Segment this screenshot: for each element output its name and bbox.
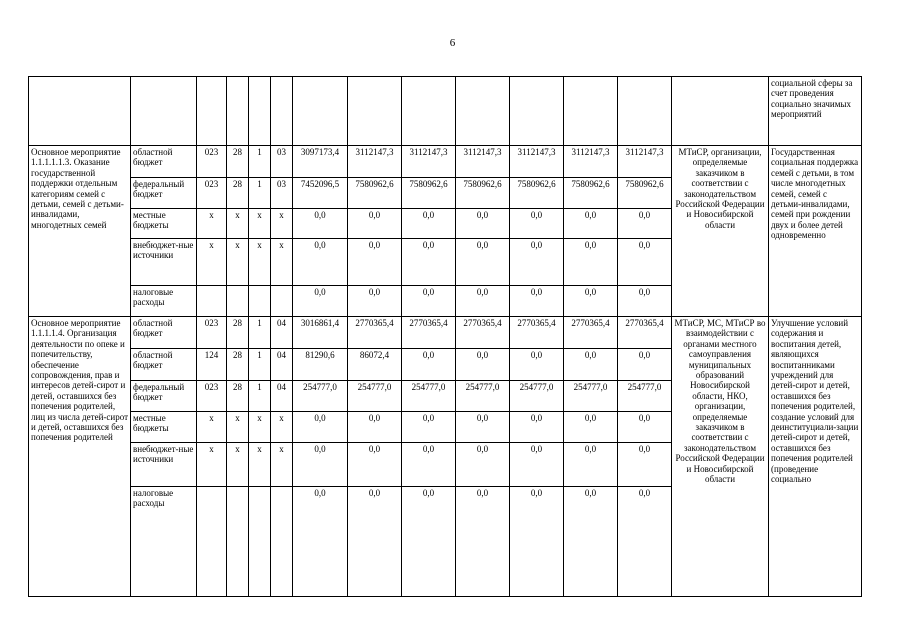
value-cell: 254777,0 [456,381,510,412]
value-cell: 0,0 [348,239,402,286]
value-cell: 7580962,6 [348,178,402,209]
code-cell [227,286,249,317]
value-cell: 0,0 [618,349,672,381]
value-cell: 0,0 [402,349,456,381]
value-cell: 0,0 [618,239,672,286]
value-cell: 0,0 [456,239,510,286]
value-cell: 7580962,6 [402,178,456,209]
value-cell: 0,0 [456,487,510,597]
value-cell: 0,0 [618,209,672,239]
code-cell: x [227,209,249,239]
page-number: 6 [449,37,456,49]
result-cell: Государственная социальная поддержка семей с детьми, в том числе многодетных семей, семей с детьми-инвалидами, семей при рождении двух и более детей одновременно [769,146,862,317]
empty-cell [131,77,197,146]
empty-cell [227,77,249,146]
value-cell: 0,0 [564,286,618,317]
source-cell: местные бюджеты [131,209,197,239]
value-cell: 0,0 [402,209,456,239]
code-cell: x [249,239,271,286]
value-cell: 0,0 [293,443,348,487]
code-cell: 04 [271,317,293,349]
value-cell: 254777,0 [510,381,564,412]
value-cell: 0,0 [293,412,348,443]
code-cell: x [271,209,293,239]
value-cell: 0,0 [618,412,672,443]
value-cell: 7580962,6 [564,178,618,209]
code-cell: 03 [271,178,293,209]
result-cell: Улучшение условий содержания и воспитания детей, являющихся воспитанниками учреждений для детей-сирот и детей, оставшихся без попечения родителей, создание условий для деинституциали-зации детей-сирот и детей, оставшихся без попечения родителей (проведение социально [769,317,862,597]
continuation-row [29,77,862,146]
code-cell: x [197,443,227,487]
table-row [29,146,862,178]
code-cell: 28 [227,178,249,209]
value-cell: 0,0 [348,209,402,239]
value-cell: 3112147,3 [618,146,672,178]
code-cell: 023 [197,178,227,209]
code-cell: 023 [197,146,227,178]
source-cell: внебюджет-ные источники [131,443,197,487]
value-cell: 0,0 [402,487,456,597]
value-cell: 0,0 [348,412,402,443]
empty-cell [197,77,227,146]
source-cell: местные бюджеты [131,412,197,443]
value-cell: 0,0 [402,443,456,487]
code-cell: x [249,209,271,239]
code-cell: 124 [197,349,227,381]
value-cell: 2770365,4 [564,317,618,349]
value-cell: 0,0 [293,286,348,317]
value-cell: 81290,6 [293,349,348,381]
code-cell: x [249,443,271,487]
value-cell: 2770365,4 [402,317,456,349]
source-cell: федеральный бюджет [131,381,197,412]
value-cell: 0,0 [564,239,618,286]
value-cell: 0,0 [564,349,618,381]
code-cell [227,487,249,597]
value-cell: 0,0 [564,443,618,487]
code-cell: 1 [249,381,271,412]
value-cell: 7580962,6 [456,178,510,209]
value-cell: 3112147,3 [456,146,510,178]
code-cell [271,487,293,597]
value-cell: 0,0 [618,443,672,487]
code-cell: 1 [249,146,271,178]
event-cell: Основное мероприятие 1.1.1.1.4. Организация деятельности по опеке и попечительству, обеспечение сопровождения, прав и интересов детей-сирот и детей, оставшихся без попечения родителей, лиц из числа детей-сирот и детей, оставшихся без попечения родителей [29,317,131,597]
value-cell: 254777,0 [348,381,402,412]
value-cell: 0,0 [293,487,348,597]
value-cell: 3112147,3 [402,146,456,178]
value-cell: 0,0 [510,209,564,239]
source-cell: федеральный бюджет [131,178,197,209]
value-cell: 0,0 [456,443,510,487]
code-cell: x [271,412,293,443]
code-cell: 28 [227,349,249,381]
value-cell: 254777,0 [402,381,456,412]
source-cell: областной бюджет [131,349,197,381]
value-cell: 2770365,4 [456,317,510,349]
value-cell: 254777,0 [564,381,618,412]
code-cell [249,286,271,317]
value-cell: 0,0 [564,209,618,239]
empty-cell [402,77,456,146]
empty-cell [564,77,618,146]
value-cell: 3112147,3 [564,146,618,178]
value-cell: 2770365,4 [618,317,672,349]
empty-cell [249,77,271,146]
source-cell: областной бюджет [131,317,197,349]
executor-cell: МТиСР, МС, МТиСР во взаимодействии с органами местного самоуправления муниципальных образований Новосибирской области, НКО, организации, определяемые заказчиком в соответствии с законодательством Российской Федерации и Новосибирской области [672,317,769,597]
code-cell: x [249,412,271,443]
code-cell: 03 [271,146,293,178]
value-cell: 254777,0 [618,381,672,412]
executor-cell: МТиСР, организации, определяемые заказчиком в соответствии с законодательством Российской Федерации и Новосибирской области [672,146,769,317]
value-cell: 0,0 [510,349,564,381]
value-cell: 0,0 [402,239,456,286]
value-cell: 0,0 [293,239,348,286]
value-cell: 0,0 [456,286,510,317]
value-cell: 0,0 [618,487,672,597]
code-cell [197,286,227,317]
value-cell: 0,0 [402,286,456,317]
value-cell: 3112147,3 [510,146,564,178]
code-cell: x [271,239,293,286]
code-cell: 28 [227,146,249,178]
code-cell: 023 [197,317,227,349]
result-cell: социальной сферы за счет проведения социально значимых мероприятий [769,77,862,146]
empty-cell [618,77,672,146]
empty-cell [271,77,293,146]
value-cell: 0,0 [510,443,564,487]
code-cell: x [227,443,249,487]
code-cell: 1 [249,317,271,349]
value-cell: 3016861,4 [293,317,348,349]
code-cell: 1 [249,349,271,381]
value-cell: 0,0 [293,209,348,239]
value-cell: 7580962,6 [618,178,672,209]
code-cell [197,487,227,597]
code-cell: 04 [271,381,293,412]
value-cell: 86072,4 [348,349,402,381]
code-cell [271,286,293,317]
value-cell: 0,0 [510,412,564,443]
empty-cell [29,77,131,146]
value-cell: 3097173,4 [293,146,348,178]
value-cell: 0,0 [348,487,402,597]
code-cell: 28 [227,381,249,412]
value-cell: 0,0 [456,349,510,381]
value-cell: 0,0 [348,286,402,317]
source-cell: налоговые расходы [131,286,197,317]
source-cell: налоговые расходы [131,487,197,597]
empty-cell [510,77,564,146]
event-cell: Основное мероприятие 1.1.1.1.1.3. Оказание государственной поддержки отдельным категориям семей с детьми, семей с детьми-инвалидами, многодетных семей [29,146,131,317]
empty-cell [348,77,402,146]
empty-cell [293,77,348,146]
code-cell: x [271,443,293,487]
value-cell: 254777,0 [293,381,348,412]
empty-cell [456,77,510,146]
value-cell: 0,0 [510,487,564,597]
value-cell: 0,0 [402,412,456,443]
budget-table [28,76,862,597]
source-cell: областной бюджет [131,146,197,178]
empty-cell [672,77,769,146]
value-cell: 0,0 [618,286,672,317]
code-cell: 28 [227,317,249,349]
code-cell: 1 [249,178,271,209]
value-cell: 0,0 [456,412,510,443]
code-cell: x [197,209,227,239]
value-cell: 0,0 [564,487,618,597]
code-cell: 023 [197,381,227,412]
code-cell: x [197,239,227,286]
value-cell: 0,0 [456,209,510,239]
value-cell: 0,0 [510,286,564,317]
value-cell: 7580962,6 [510,178,564,209]
value-cell: 2770365,4 [510,317,564,349]
code-cell [249,487,271,597]
value-cell: 7452096,5 [293,178,348,209]
code-cell: x [227,239,249,286]
table-row [29,317,862,349]
source-cell: внебюджет-ные источники [131,239,197,286]
code-cell: x [197,412,227,443]
value-cell: 0,0 [564,412,618,443]
value-cell: 0,0 [348,443,402,487]
code-cell: x [227,412,249,443]
value-cell: 3112147,3 [348,146,402,178]
code-cell: 04 [271,349,293,381]
value-cell: 0,0 [510,239,564,286]
value-cell: 2770365,4 [348,317,402,349]
